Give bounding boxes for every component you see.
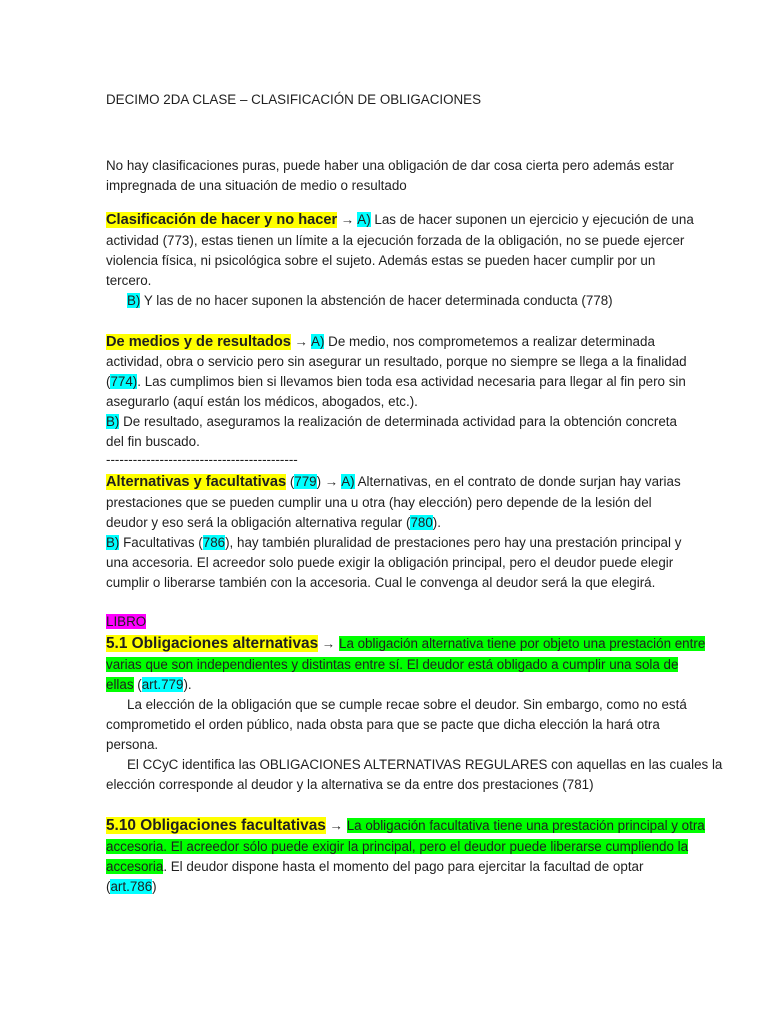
arrow-icon: → xyxy=(321,636,336,651)
paren: ) xyxy=(152,879,157,894)
paragraph-line: La elección de la obligación que se cumple recae sobre el deudor. Sin embargo, como no está xyxy=(127,697,687,712)
paragraph-line xyxy=(106,877,157,897)
paragraph-line xyxy=(106,372,686,392)
label-b: B) xyxy=(106,535,120,550)
paragraph-line xyxy=(106,655,678,675)
paragraph-text: Y las de no hacer suponen la abstención de hacer determinada conducta (778) xyxy=(143,293,613,308)
paragraph-line: violencia física, ni psicológica sobre el sujeto. Además estas se pueden hacer cumplir por un xyxy=(106,253,656,268)
paragraph-line: persona. xyxy=(106,737,159,752)
paragraph-line xyxy=(106,857,643,877)
paragraph-text: deudor y eso será la obligación alternativa regular ( xyxy=(106,515,411,530)
paragraph-text: De resultado, aseguramos la realización de determinada actividad para la obtención concreta xyxy=(123,414,677,429)
paragraph-line: una accesoria. El acreedor solo puede exigir la obligación principal, pero el deudor puede elegir xyxy=(106,555,674,570)
paragraph-line: tercero. xyxy=(106,273,152,288)
article-ref: art.786 xyxy=(110,879,153,894)
libro-tag: LIBRO xyxy=(106,614,147,629)
paragraph-line: elección corresponde al deudor y la alternativa se da entre dos prestaciones (781) xyxy=(106,777,594,792)
paragraph-line: prestaciones que se pueden cumplir una u otra (hay elección) pero depende de la lesión del xyxy=(106,495,652,510)
paren: ( xyxy=(106,374,111,389)
label-a: A) xyxy=(341,474,355,489)
paragraph-text: ), hay también pluralidad de prestaciones pero hay una prestación principal y xyxy=(225,535,682,550)
paragraph-text: Alternativas, en el contrato de donde surjan hay varias xyxy=(357,474,681,489)
paragraph-line xyxy=(127,291,613,311)
label-b: B) xyxy=(106,414,120,429)
heading-medios: De medios y de resultados xyxy=(106,334,291,350)
heading-5-1: 5.1 Obligaciones alternativas xyxy=(106,635,319,652)
paren: ). xyxy=(183,677,192,692)
paragraph-line xyxy=(106,675,192,695)
paragraph-text: De medio, nos comprometemos a realizar determinada xyxy=(328,334,655,349)
article-ref: 774) xyxy=(110,374,138,389)
article-ref: art.779 xyxy=(141,677,184,692)
highlighted-text: accesoria. El acreedor sólo puede exigir la principal, pero el deudor puede liberarse cumpliendo la xyxy=(106,839,689,854)
intro-line: impregnada de una situación de medio o resultado xyxy=(106,178,407,193)
paragraph-text: Facultativas ( xyxy=(123,535,203,550)
document-title: DECIMO 2DA CLASE – CLASIFICACIÓN DE OBLIGACIONES xyxy=(106,92,482,107)
paragraph-text: . El deudor dispone hasta el momento del pago para ejercitar la facultad de optar xyxy=(163,859,644,874)
paragraph-line: El CCyC identifica las OBLIGACIONES ALTERNATIVAS REGULARES con aquellas en las cuales la xyxy=(127,757,723,772)
arrow-icon: → xyxy=(340,212,355,227)
paragraph-line xyxy=(106,412,677,432)
paragraph-line: actividad, obra o servicio pero sin asegurar un resultado, porque no siempre se llega a la finalidad xyxy=(106,354,687,369)
paren: ( xyxy=(289,474,295,489)
section-alternativas-line xyxy=(106,472,681,492)
highlighted-text: ellas xyxy=(106,677,134,692)
paragraph-line xyxy=(106,837,688,857)
libro-label xyxy=(106,612,146,632)
section-hacer-line xyxy=(106,210,694,230)
article-ref: 779 xyxy=(294,474,317,489)
paragraph-line: cumplir o liberarse también con la accesoria. Cual le convenga al deudor será la que elegirá. xyxy=(106,575,656,590)
paragraph-line xyxy=(106,513,441,533)
section-51-line xyxy=(106,634,705,654)
paragraph-text: ). xyxy=(432,515,441,530)
section-510-line xyxy=(106,816,705,836)
highlighted-text: accesoria xyxy=(106,859,164,874)
paragraph-line: comprometido el orden público, nada obsta para que se pacte que dicha elección la hará otra xyxy=(106,717,660,732)
paragraph-line xyxy=(106,533,681,553)
paragraph-text: . Las cumplimos bien si llevamos bien toda esa actividad necesaria para llegar al fin pero sin xyxy=(137,374,686,389)
paragraph-line: actividad (773), estas tienen un límite a la ejecución forzada de la obligación, no se puede ejercer xyxy=(106,233,685,248)
heading-alternativas: Alternativas y facultativas xyxy=(106,474,287,490)
label-b: B) xyxy=(127,293,141,308)
arrow-icon: → xyxy=(294,334,309,349)
section-medios-line xyxy=(106,332,655,352)
paragraph-text: Las de hacer suponen un ejercicio y ejecución de una xyxy=(374,212,694,227)
paren: ( xyxy=(106,879,111,894)
highlighted-text: La obligación facultativa tiene una prestación principal y otra xyxy=(346,818,705,833)
arrow-icon: → xyxy=(329,818,343,833)
intro-line: No hay clasificaciones puras, puede haber una obligación de dar cosa cierta pero además estar xyxy=(106,158,674,173)
heading-hacer: Clasificación de hacer y no hacer xyxy=(106,212,338,228)
label-a: A) xyxy=(357,212,371,227)
paren: ) xyxy=(316,474,322,489)
article-ref: 786 xyxy=(202,535,226,550)
paragraph-line: asegurarlo (aquí están los médicos, abogados, etc.). xyxy=(106,394,418,409)
arrow-icon: → xyxy=(324,474,339,489)
paragraph-line: del fin buscado. xyxy=(106,434,200,449)
highlighted-text: varias que son independientes y distintas entre sí. El deudor está obligado a cumplir una sola de xyxy=(106,657,679,672)
highlighted-text: La obligación alternativa tiene por objeto una prestación entre xyxy=(339,636,706,651)
article-ref: 780 xyxy=(410,515,433,530)
paren: ( xyxy=(133,677,142,692)
separator-line: ------------------------------------------- xyxy=(106,452,298,467)
heading-5-10: 5.10 Obligaciones facultativas xyxy=(106,817,326,834)
label-a: A) xyxy=(311,334,325,349)
